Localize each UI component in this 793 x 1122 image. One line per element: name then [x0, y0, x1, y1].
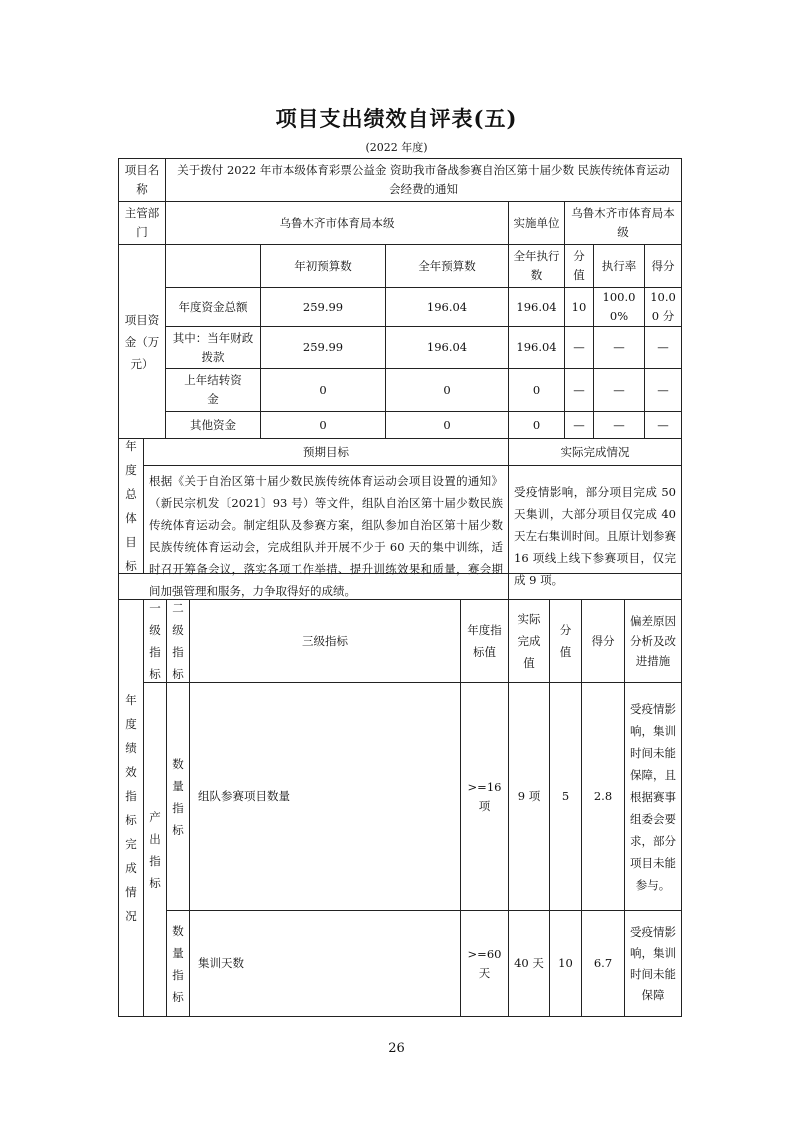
- indicator-header-level1: 一级指标: [143, 599, 167, 683]
- funds-row-label: 其中：当年财政拨款: [165, 326, 261, 369]
- indicator-score-value: 10: [549, 910, 582, 1017]
- indicator-header-level3: 三级指标: [189, 599, 461, 683]
- funds-row-annual: 196.04: [385, 326, 509, 369]
- spacer-cell: [508, 573, 682, 600]
- funds-header-executed: 全年执行数: [508, 244, 565, 288]
- output-indicator-label: 产出指标: [143, 682, 167, 1017]
- funds-row-rate: 100.00%: [593, 287, 645, 327]
- project-name-value: 关于拨付 2022 年市本级体育彩票公益金 资助我市备战参赛自治区第十届少数 民族传统体育运动会经费的通知: [165, 158, 682, 202]
- indicator-header-deviation: 偏差原因分析及改进措施: [624, 599, 682, 683]
- funds-row-rate: —: [593, 411, 645, 439]
- dept-label: 主管部门: [118, 201, 166, 245]
- indicator-header-target: 年度指标值: [460, 599, 509, 683]
- funds-header-initial: 年初预算数: [260, 244, 386, 288]
- page-number: 26: [388, 1041, 405, 1056]
- actual-result-text: 受疫情影响，部分项目完成 50 天集训，大部分项目仅完成 40 天左右集训时间。且原计划参赛 16 项线上线下参赛项目，仅完成 9 项。: [508, 465, 682, 574]
- dept-value: 乌鲁木齐市体育局本级: [165, 201, 509, 245]
- indicator-header-score-value: 分值: [549, 599, 582, 683]
- indicator-header-score: 得分: [581, 599, 625, 683]
- indicator-deviation: 受疫情影响，集训时间未能保障，且根据赛事组委会要求，部分项目未能参与。: [624, 682, 682, 911]
- funds-row-initial: 0: [260, 368, 386, 412]
- funds-row-rate: —: [593, 326, 645, 369]
- funds-row-label: 上年结转资金: [165, 368, 261, 412]
- funds-row-executed: 0: [508, 411, 565, 439]
- funds-row-executed: 0: [508, 368, 565, 412]
- page-title: 项目支出绩效自评表(五): [275, 106, 518, 131]
- impl-value: 乌鲁木齐市体育局本级: [564, 201, 682, 245]
- actual-label: 实际完成情况: [508, 438, 682, 466]
- project-name-label: 项目名称: [118, 158, 166, 202]
- indicator-header-actual: 实际完成值: [508, 599, 550, 683]
- report-year: (2022 年度): [365, 141, 428, 154]
- funds-row-score: —: [644, 411, 682, 439]
- funds-row-rate: —: [593, 368, 645, 412]
- indicator-level2: 数量指标: [166, 910, 190, 1017]
- funds-header-score-value: 分值: [564, 244, 594, 288]
- indicator-target: >=60 天: [460, 910, 509, 1017]
- funds-row-score: —: [644, 326, 682, 369]
- indicator-target: >=16 项: [460, 682, 509, 911]
- indicator-deviation: 受疫情影响，集训时间未能保障: [624, 910, 682, 1017]
- indicator-header-level2: 二级指标: [166, 599, 190, 683]
- funds-row-label: 其他资金: [165, 411, 261, 439]
- funds-row-initial: 259.99: [260, 326, 386, 369]
- indicator-actual: 9 项: [508, 682, 550, 911]
- indicator-score: 2.8: [581, 682, 625, 911]
- indicator-score: 6.7: [581, 910, 625, 1017]
- spacer-cell: [118, 573, 509, 600]
- funds-row-executed: 196.04: [508, 287, 565, 327]
- funds-header-annual: 全年预算数: [385, 244, 509, 288]
- funds-header-blank: [165, 244, 261, 288]
- funds-header-rate: 执行率: [593, 244, 645, 288]
- funds-row-score-value: —: [564, 411, 594, 439]
- indicator-actual: 40 天: [508, 910, 550, 1017]
- funds-row-initial: 259.99: [260, 287, 386, 327]
- funds-row-executed: 196.04: [508, 326, 565, 369]
- expected-label: 预期目标: [143, 438, 509, 466]
- funds-row-label: 年度资金总额: [165, 287, 261, 327]
- funds-row-score-value: —: [564, 326, 594, 369]
- funds-row-annual: 0: [385, 368, 509, 412]
- funds-row-initial: 0: [260, 411, 386, 439]
- indicator-level2: 数量指标: [166, 682, 190, 911]
- funds-row-score-value: —: [564, 368, 594, 412]
- indicator-name: 集训天数: [189, 910, 461, 1017]
- expected-goal-text: 根据《关于自治区第十届少数民族传统体育运动会项目设置的通知》（新民宗机发〔2021〕93 号）等文件，组队自治区第十届少数民族传统体育运动会。制定组队及参赛方案，组队参加自治区第十届少数民族传统体育运动会，完成组队并开展不少于 60 天的集中训练，适时召开筹备会议，落实各项工作举措、提升训练效果和质量，赛会期间加强管理和服务，力争取得好的成绩。: [143, 465, 509, 574]
- impl-label: 实施单位: [508, 201, 565, 245]
- funds-row-annual: 0: [385, 411, 509, 439]
- indicator-score-value: 5: [549, 682, 582, 911]
- funds-row-annual: 196.04: [385, 287, 509, 327]
- goals-label: 年度总体目标: [118, 438, 144, 574]
- funds-row-score-value: 10: [564, 287, 594, 327]
- funds-label: 项目资金（万元）: [118, 244, 166, 439]
- funds-row-score: —: [644, 368, 682, 412]
- perf-label: 年度绩效指标完成情况: [118, 599, 144, 1017]
- indicator-name: 组队参赛项目数量: [189, 682, 461, 911]
- funds-header-score: 得分: [644, 244, 682, 288]
- funds-row-score: 10.00 分: [644, 287, 682, 327]
